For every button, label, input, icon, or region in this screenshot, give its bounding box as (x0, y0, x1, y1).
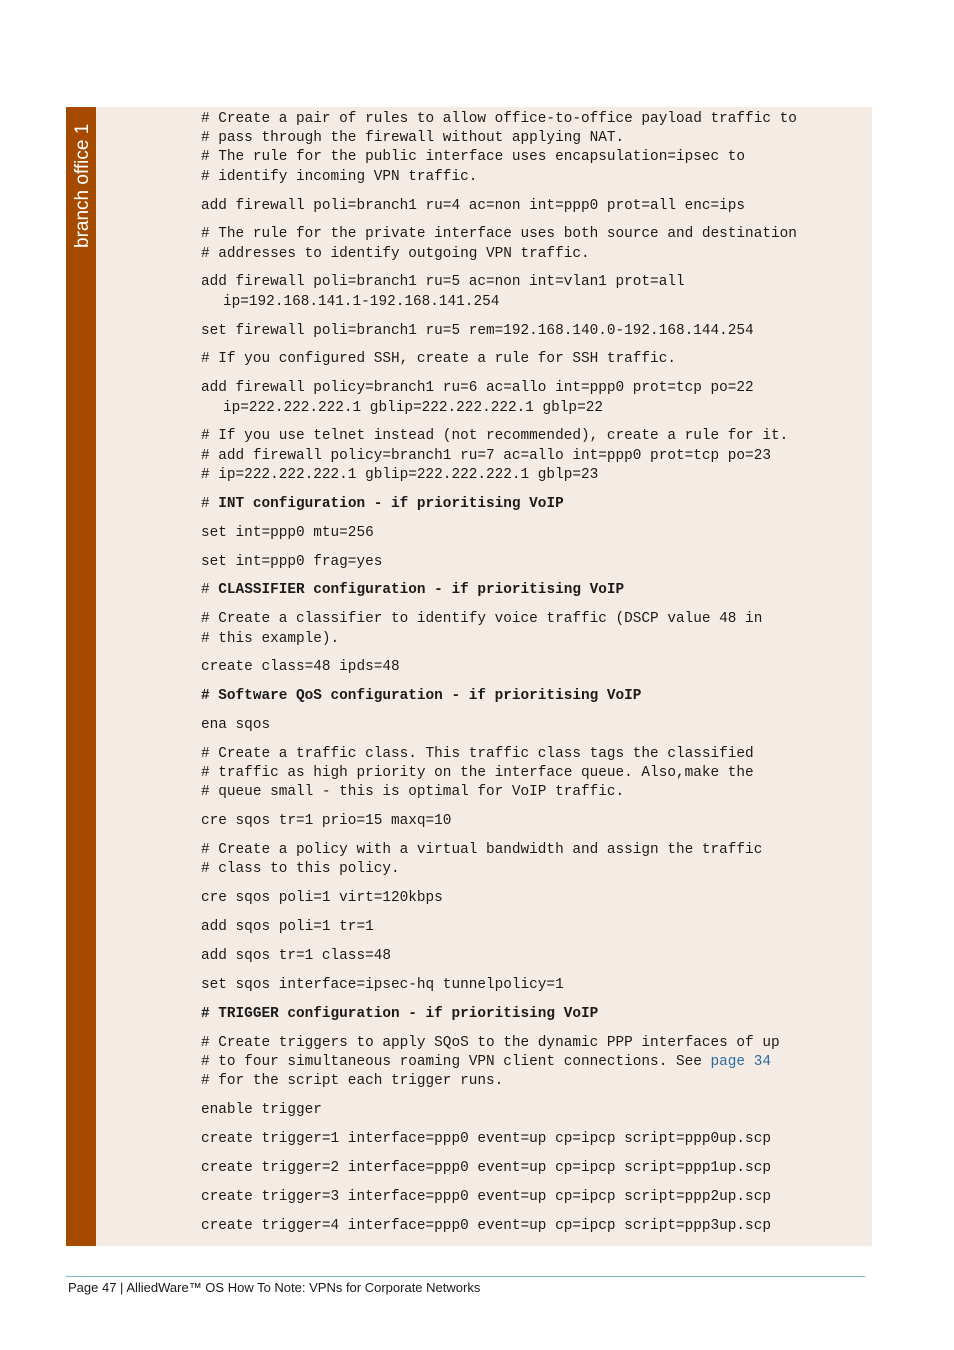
heading-text: # Software QoS configuration - if prioritising VoIP (201, 688, 642, 705)
command-line: add firewall policy=branch1 ru=6 ac=allo int=ppp0 prot=tcp po=22 (201, 380, 754, 397)
heading-text: # TRIGGER configuration - if prioritising VoIP (201, 1005, 599, 1022)
command-continuation-line: ip=222.222.222.1 gblip=222.222.222.1 gblp=22 (223, 399, 603, 416)
command-line: ena sqos (201, 717, 271, 734)
footer-divider (66, 1276, 865, 1277)
command-block (201, 1217, 871, 1236)
command-block (201, 197, 871, 216)
command-block (201, 812, 871, 831)
comment-line: # If you configured SSH, create a rule for SSH traffic. (201, 351, 676, 368)
command-block (201, 553, 871, 572)
heading-prefix: # (201, 495, 219, 512)
command-block (201, 322, 871, 341)
comment-block (201, 745, 871, 803)
command-block (201, 524, 871, 543)
command-line: add firewall poli=branch1 ru=5 ac=non int=vlan1 prot=all (201, 274, 685, 291)
command-line: set int=ppp0 mtu=256 (201, 524, 374, 541)
command-line: add sqos poli=1 tr=1 (201, 919, 374, 936)
comment-line: # pass through the firewall without applying NAT. (201, 130, 625, 147)
comment-line: # class to this policy. (201, 861, 400, 878)
command-block (201, 1130, 871, 1149)
command-line: add firewall poli=branch1 ru=4 ac=non int=ppp0 prot=all enc=ips (201, 197, 746, 214)
section-heading (201, 1005, 871, 1024)
section-heading (201, 687, 871, 706)
command-line: create trigger=4 interface=ppp0 event=up cp=ipcp script=ppp3up.scp (201, 1217, 771, 1234)
command-block (201, 976, 871, 995)
command-line: cre sqos tr=1 prio=15 maxq=10 (201, 813, 452, 830)
chapter-tab-text: branch office 1 (72, 123, 93, 248)
command-block (201, 379, 871, 417)
comment-line: # The rule for the private interface uses both source and destination (201, 226, 797, 243)
command-block (201, 658, 871, 677)
command-line: create trigger=1 interface=ppp0 event=up cp=ipcp script=ppp0up.scp (201, 1131, 771, 1147)
comment-block (201, 350, 871, 369)
comment-block (201, 225, 871, 263)
comment-block (201, 1034, 871, 1092)
comment-line: # Create a policy with a virtual bandwidth and assign the traffic (201, 842, 763, 859)
heading-prefix: # (201, 582, 219, 599)
comment-block (201, 841, 871, 879)
command-line: set int=ppp0 frag=yes (201, 553, 383, 570)
comment-line: # addresses to identify outgoing VPN traffic. (201, 245, 590, 262)
command-block (201, 947, 871, 966)
command-block (201, 716, 871, 735)
config-script (201, 110, 871, 1246)
command-line: create class=48 ipds=48 (201, 659, 400, 676)
comment-line: # The rule for the public interface uses encapsulation=ipsec to (201, 149, 746, 166)
heading-text: INT configuration - if prioritising VoIP (218, 495, 564, 512)
heading-text: CLASSIFIER configuration - if prioritising VoIP (218, 582, 625, 599)
comment-block (201, 610, 871, 648)
section-heading (201, 581, 871, 600)
command-line: create trigger=3 interface=ppp0 event=up cp=ipcp script=ppp2up.scp (201, 1188, 771, 1205)
command-block (201, 1188, 871, 1207)
comment-line: # Create a classifier to identify voice traffic (DSCP value 48 in (201, 611, 763, 628)
chapter-tab-label (66, 123, 96, 388)
command-line: cre sqos poli=1 virt=120kbps (201, 890, 443, 907)
comment-line: # Create triggers to apply SQoS to the dynamic PPP interfaces of up (201, 1034, 780, 1051)
command-line: add sqos tr=1 class=48 (201, 948, 391, 965)
comment-line: # ip=222.222.222.1 gblip=222.222.222.1 gblp=23 (201, 466, 599, 483)
command-block (201, 1159, 871, 1178)
command-line: set sqos interface=ipsec-hq tunnelpolicy=1 (201, 977, 564, 994)
command-continuation-line: ip=192.168.141.1-192.168.141.254 (223, 293, 500, 310)
comment-line: # this example). (201, 630, 340, 647)
comment-line: # If you use telnet instead (not recommended), create a rule for it. (201, 428, 789, 445)
command-line: enable trigger (201, 1102, 322, 1119)
command-block (201, 918, 871, 937)
section-heading (201, 495, 871, 514)
command-block (201, 889, 871, 908)
comment-line: # Create a traffic class. This traffic class tags the classified (201, 746, 754, 763)
comment-line: # traffic as high priority on the interface queue. Also,make the (201, 765, 754, 782)
command-block (201, 1101, 871, 1120)
comment-line: # to four simultaneous roaming VPN client connections. See (201, 1054, 711, 1071)
comment-line: # for the script each trigger runs. (201, 1073, 504, 1090)
comment-block (201, 427, 871, 485)
comment-block (201, 110, 871, 187)
page-footer: Page 47 | AlliedWare™ OS How To Note: VPNs for Corporate Networks (68, 1280, 481, 1295)
comment-line: # add firewall policy=branch1 ru=7 ac=allo int=ppp0 prot=tcp po=23 (201, 447, 771, 464)
command-line: create trigger=2 interface=ppp0 event=up cp=ipcp script=ppp1up.scp (201, 1159, 771, 1176)
command-block (201, 273, 871, 311)
comment-line: # identify incoming VPN traffic. (201, 168, 478, 185)
command-line: set firewall poli=branch1 ru=5 rem=192.168.140.0-192.168.144.254 (201, 322, 754, 339)
comment-line: # Create a pair of rules to allow office-to-office payload traffic to (201, 111, 797, 127)
page-link[interactable]: page 34 (710, 1054, 771, 1071)
comment-line: # queue small - this is optimal for VoIP traffic. (201, 784, 625, 801)
